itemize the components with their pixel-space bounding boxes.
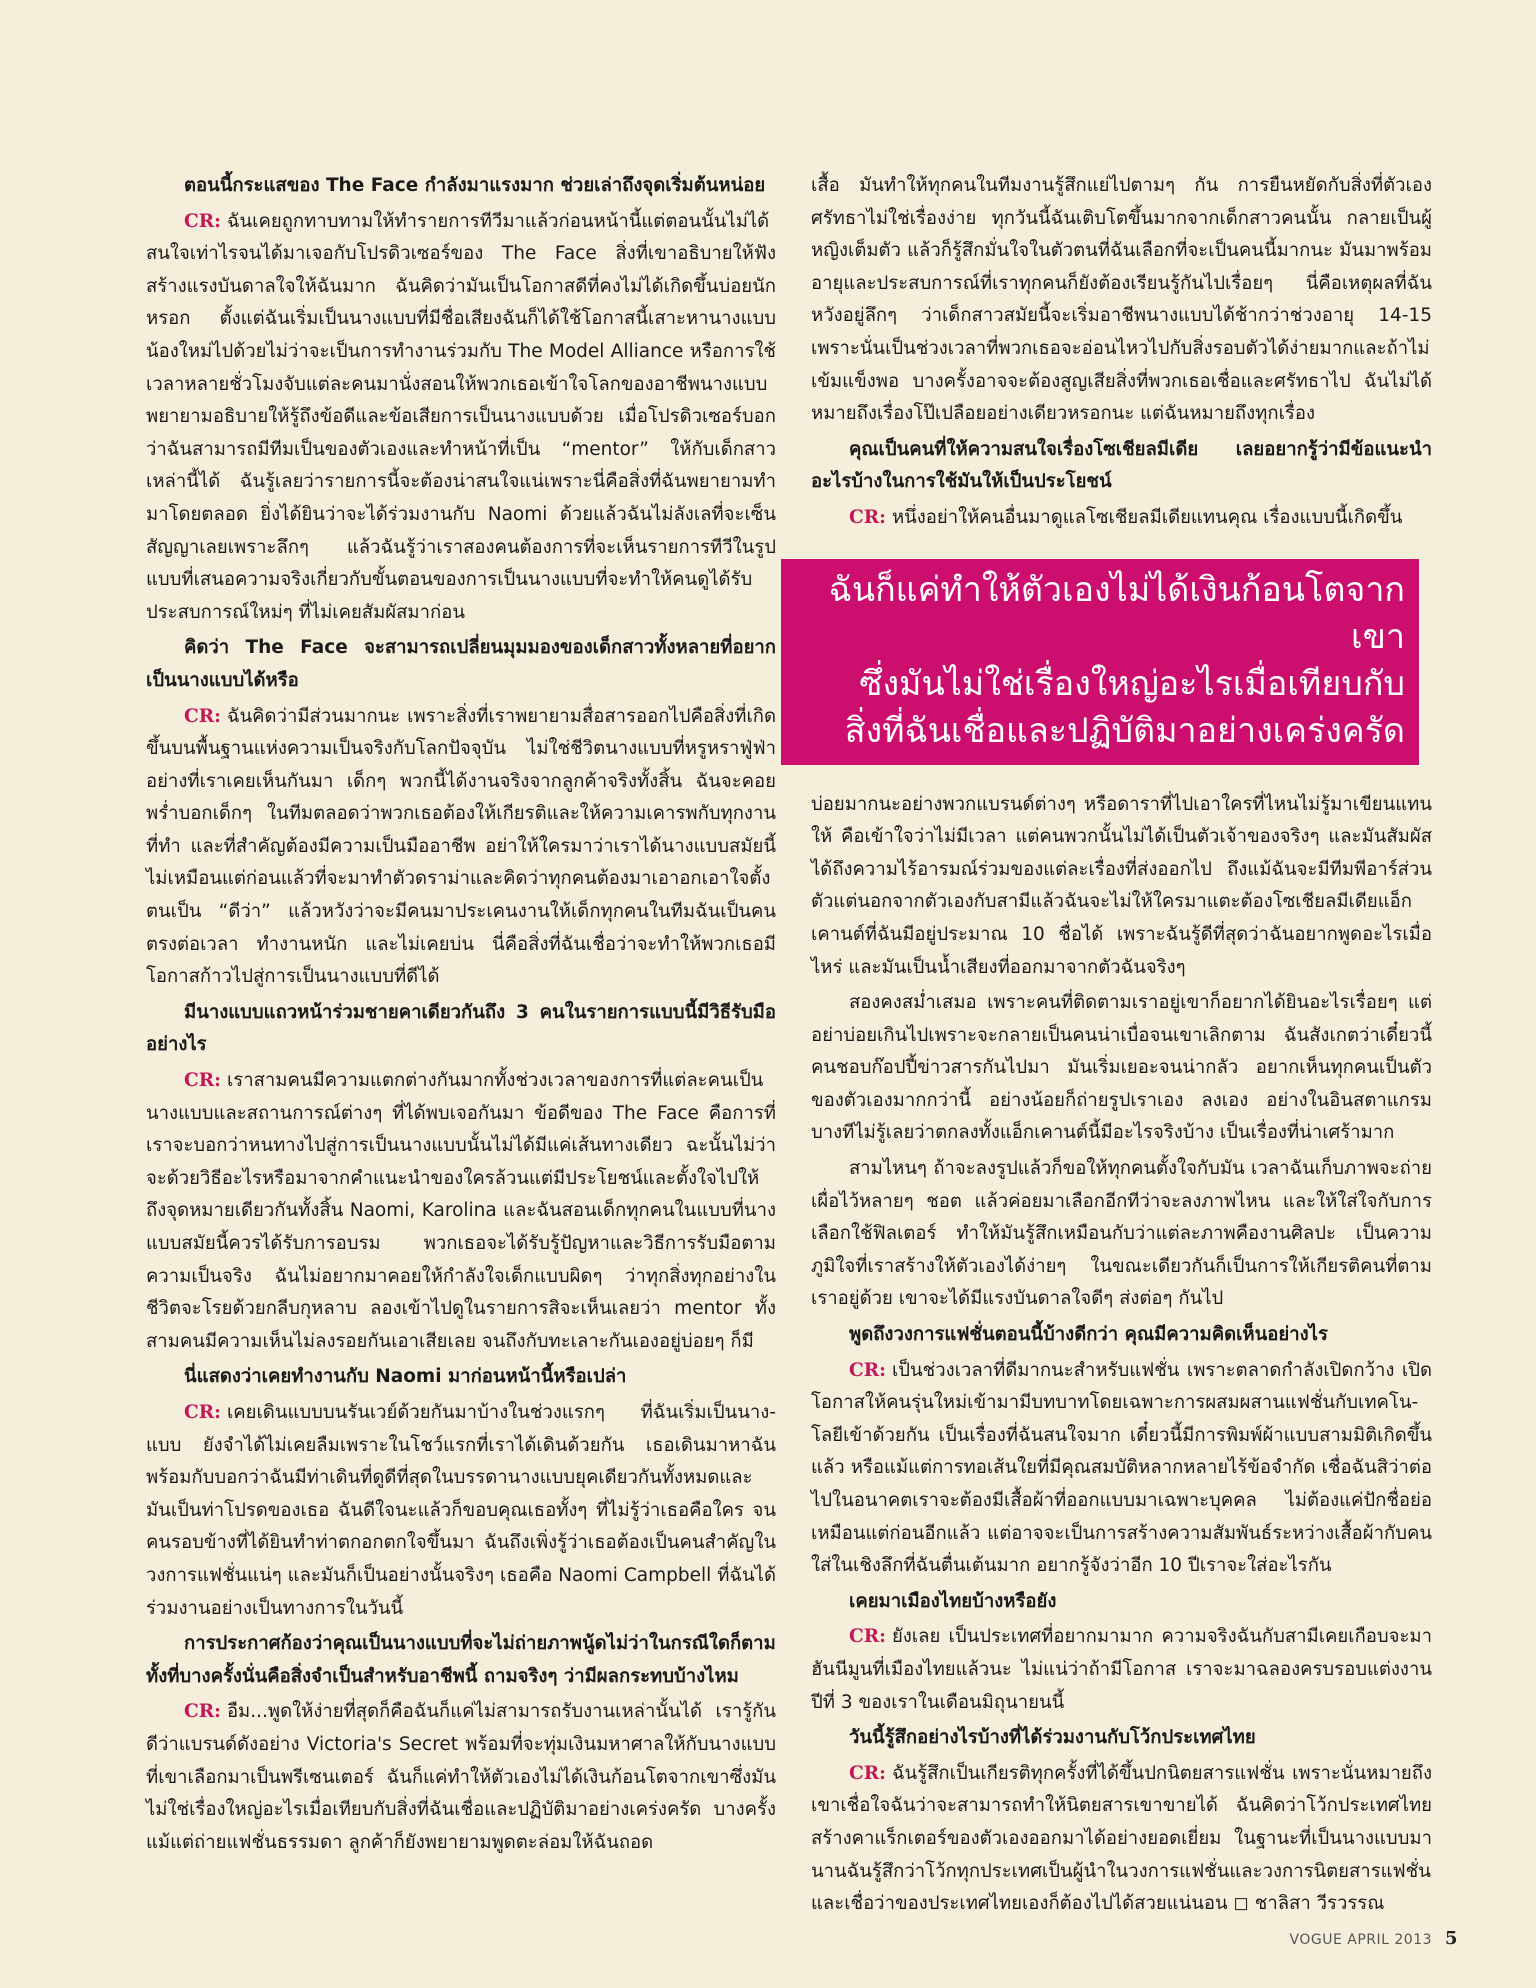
- speaker-initials: CR:: [849, 506, 886, 528]
- paragraph-text: สองคงสม่ำเสมอ เพราะคนที่ติดตามเราอยู่เขาก็อยากได้ยินอะไรเรื่อยๆ แต่อย่าบ่อยเกินไปเพราะจะกลายเป็นคนน่าเบื่อจนเขาเลิกตาม ฉันสังเกตว่าเดี๋ยวนี้คนชอบก๊อปปี้ข่าวสารกันไปมา มันเริ่มเยอะจนน่ากลัว อยากเห็นทุกคนเป็นตัวของตัวเองมากกว่านี้ อย่างน้อยก็ถ่ายรูปเราเอง ลงเอง อย่างในอินสตาแกรมบางทีไม่รู้เลยว่าตกลงทั้งแอ็กเคานต์นี้มีอะไรจริงบ้าง เป็นเรื่องที่น่าเศร้ามาก: [811, 992, 1432, 1144]
- pull-quote: [781, 559, 1419, 765]
- speaker-initials: CR:: [184, 1070, 221, 1092]
- question: [811, 1319, 1432, 1352]
- speaker-initials: CR:: [849, 1359, 886, 1381]
- speaker-initials: CR:: [184, 210, 221, 232]
- paragraph-text: อืม...พูดให้ง่ายที่สุดก็คือฉันก็แค่ไม่สามารถรับงานเหล่านั้นได้ เรารู้กันดีว่าแบรนด์ดังอย่าง Victoria's Secret พร้อมที่จะทุ่มเงินมหาศาลให้กับนางแบบที่เขาเลือกมาเป็นพรีเซนเตอร์ ฉันก็แค่ทำให้ตัวเองไม่ได้เงินก้อนโตจากเขาซึ่งมันไม่ใช่เรื่องใหญ่อะไรเมื่อเทียบกับสิ่งที่ฉันเชื่อและปฏิบัติมาอย่างเคร่งครัด บางครั้งแม้แต่ถ่ายแฟชั่นธรรมดา ลูกค้าก็ยังพยายามพูดตะล่อมให้ฉันถอด: [146, 1701, 776, 1853]
- paragraph-text: สามไหนๆ ถ้าจะลงรูปแล้วก็ขอให้ทุกคนตั้งใจกับมัน เวลาฉันเก็บภาพจะถ่ายเผื่อไว้หลายๆ ชอต แล้วค่อยมาเลือกอีกทีว่าจะลงภาพไหน และให้ใส่ใจกับการเลือกใช้ฟิลเตอร์ ทำให้มันรู้สึกเหมือนกับว่าแต่ละภาพคืองานศิลปะ เป็นความภูมิใจที่เราสร้างให้ตัวเองได้ง่ายๆ ในขณะเดียวกันก็เป็นการให้เกียรติคนที่ตามเราอยู่ด้วย เขาจะได้มีแรงบันดาลใจดีๆ ส่งต่อๆ กันไป: [811, 1158, 1432, 1310]
- paragraph-text: หนึ่งอย่าให้คนอื่นมาดูแลโซเชียลมีเดียแทนคุณ เรื่องแบบนี้เกิดขึ้น: [891, 506, 1403, 528]
- answer: [811, 987, 1432, 1150]
- answer: [811, 1621, 1432, 1719]
- paragraph-text: ตอนนี้กระแสของ The Face กำลังมาแรงมาก ช่วยเล่าถึงจุดเริ่มต้นหน่อย: [184, 175, 766, 196]
- answer: [811, 1153, 1432, 1316]
- speaker-initials: CR:: [184, 1701, 221, 1723]
- paragraph-text: คุณเป็นคนที่ให้ความสนใจเรื่องโซเชียลมีเดีย เลยอยากรู้ว่ามีข้อแนะนำอะไรบ้างในการใช้มันให้เป็นประโยชน์: [811, 438, 1432, 493]
- paragraph-text: เราสามคนมีความแตกต่างกันมากทั้งช่วงเวลาของการที่แต่ละคนเป็นนางแบบและสถานการณ์ต่างๆ ที่ได้พบเจอกันมา ข้อดีของ The Face คือการที่เราจะบอกว่าหนทางไปสู่การเป็นนางแบบนั้นไม่ได้มีแค่เส้นทางเดียว ฉะนั้นไม่ว่าจะด้วยวิธีอะไรหรือมาจากคำแนะนำของใครล้วนแต่มีประโยชน์และตั้งใจไปให้ถึงจุดหมายเดียวกันทั้งสิ้น Naomi, Karolina และฉันสอนเด็กทุกคนในแบบที่นางแบบสมัยนี้ควรได้รับการอบรม พวกเธอจะได้รับรู้ปัญหาและวิธีการรับมือตามความเป็นจริง ฉันไม่อยากมาคอยให้กำลังใจเด็กแบบผิดๆ ว่าทุกสิ่งทุกอย่างในชีวิตจะโรยด้วยกลีบกุหลาบ ลองเข้าไปดูในรายการสิจะเห็นเลยว่า mentor ทั้งสามคนมีความเห็นไม่ลงรอยกันเอาเสียเลย จนถึงกับทะเลาะกันเองอยู่บ่อยๆ ก็มี: [146, 1070, 776, 1352]
- paragraph-text: การประกาศก้องว่าคุณเป็นนางแบบที่จะไม่ถ่ายภาพนู้ดไม่ว่าในกรณีใดก็ตามทั้งที่บางครั้งนั่นคือสิ่งจำเป็นสำหรับอาชีพนี้ ถามจริงๆ ว่ามีผลกระทบบ้างไหม: [146, 1633, 776, 1687]
- question: [811, 1586, 1432, 1619]
- paragraph-text: ฉันเคยถูกทาบทามให้ทำรายการทีวีมาแล้วก่อนหน้านี้แต่ตอนนั้นไม่ได้สนใจเท่าไรจนได้มาเจอกับโปรดิวเซอร์ของ The Face สิ่งที่เขาอธิบายให้ฟังสร้างแรงบันดาลใจให้ฉันมาก ฉันคิดว่ามันเป็นโอกาสดีที่คงไม่ได้เกิดขึ้นบ่อยนักหรอก ตั้งแต่ฉันเริ่มเป็นนางแบบที่มีชื่อเสียงฉันก็ได้ใช้โอกาสนี้เสาะหานางแบบน้องใหม่ไปด้วยไม่ว่าจะเป็นการทำงานร่วมกับ The Model Alliance หรือการใช้เวลาหลายชั่วโมงจับแต่ละคนมานั่งสอนให้พวกเธอเข้าใจโลกของอาชีพนางแบบ พยายามอธิบายให้รู้ถึงข้อดีและข้อเสียการเป็นนางแบบด้วย เมื่อโปรดิวเซอร์บอกว่าฉันสามารถมีทีมเป็นของตัวเองและทำหน้าที่เป็น “mentor” ให้กับเด็กสาวเหล่านี้ได้ ฉันรู้เลยว่ารายการนี้จะต้องน่าสนใจแน่เพราะนี่คือสิ่งที่ฉันพยายามทำมาโดยตลอด ยิ่งได้ยินว่าจะได้ร่วมงานกับ Naomi ด้วยแล้วฉันไม่ลังเลที่จะเซ็นสัญญาเลยเพราะลึกๆ แล้วฉันรู้ว่าเราสองคนต้องการที่จะเห็นรายการทีวีในรูปแบบที่เสนอความจริงเกี่ยวกับขั้นตอนของการเป็นนางแบบที่จะทำให้คนดูได้รับประสบการณ์ใหม่ๆ ที่ไม่เคยสัมผัสมาก่อน: [146, 210, 776, 623]
- answer: [811, 789, 1432, 985]
- answer: [811, 1355, 1432, 1583]
- right-column: [811, 170, 1432, 1924]
- paragraph-text: เคยเดินแบบบนรันเวย์ด้วยกันมาบ้างในช่วงแรกๆ ที่ฉันเริ่มเป็นนาง-แบบ ยังจำได้ไม่เคยลืมเพราะในโชว์แรกที่เราได้เดินด้วยกัน เธอเดินมาหาฉันพร้อมกับบอกว่าฉันมีท่าเดินที่ดูดีที่สุดในบรรดานางแบบยุคเดียวกันทั้งหมดและมันเป็นท่าโปรดของเธอ ฉันดีใจนะแล้วก็ขอบคุณเธอทั้งๆ ที่ไม่รู้ว่าเธอคือใคร จนคนรอบข้างที่ได้ยินทำท่าตกอกตกใจขึ้นมา ฉันถึงเพิ่งรู้ว่าเธอต้องเป็นคนสำคัญในวงการแฟชั่นแน่ๆ และมันก็เป็นอย่างนั้นจริงๆ เธอคือ Naomi Campbell ที่ฉันได้ร่วมงานอย่างเป็นทางการในวันนี้: [146, 1401, 776, 1619]
- pull-quote-line: สิ่งที่ฉันเชื่อและปฏิบัติมาอย่างเคร่งครัด: [844, 710, 1405, 751]
- question: [146, 170, 776, 203]
- left-column: [146, 170, 776, 1862]
- paragraph-text: ฉันคิดว่ามีส่วนมากนะ เพราะสิ่งที่เราพยายามสื่อสารออกไปคือสิ่งที่เกิดขึ้นบนพื้นฐานแห่งความเป็นจริงกับโลกปัจจุบัน ไม่ใช่ชีวิตนางแบบที่หรูหราฟู่ฟ่าอย่างที่เราเคยเห็นกันมา เด็กๆ พวกนี้ได้งานจริงจากลูกค้าจริงทั้งสิ้น ฉันจะคอยพร่ำบอกเด็กๆ ในทีมตลอดว่าพวกเธอต้องให้เกียรติและให้ความเคารพกับทุกงานที่ทำ และที่สำคัญต้องมีความเป็นมืออาชีพ อย่าให้ใครมาว่าเราได้นางแบบสมัยนี้ไม่เหมือนแต่ก่อนแล้วที่จะมาทำตัวดราม่าและคิดว่าทุกคนต้องมาเอาอกเอาใจตั้งตนเป็น “ดีว่า” แล้วหวังว่าจะมีคนมาประเคนงานให้เด็กทุกคนในทีมฉันเป็นคนตรงต่อเวลา ทำงานหนัก และไม่เคยบ่น นี่คือสิ่งที่ฉันเชื่อว่าจะทำให้พวกเธอมีโอกาสก้าวไปสู่การเป็นนางแบบที่ดีได้: [146, 705, 776, 988]
- question: [146, 632, 776, 697]
- answer: [146, 206, 776, 630]
- question: [811, 1722, 1432, 1755]
- answer: [811, 502, 1432, 535]
- paragraph-text: มีนางแบบแถวหน้าร่วมชายคาเดียวกันถึง 3 คนในรายการแบบนี้มีวิธีรับมืออย่างไร: [146, 1001, 776, 1056]
- answer: [146, 1065, 776, 1358]
- page-number: 5: [1444, 1928, 1458, 1949]
- page-footer: [1290, 1928, 1458, 1949]
- paragraph-text: เคยมาเมืองไทยบ้างหรือยัง: [849, 1590, 1057, 1612]
- speaker-initials: CR:: [184, 1401, 221, 1423]
- answer: [146, 1696, 776, 1859]
- answer: [146, 701, 776, 994]
- question: [811, 434, 1432, 499]
- paragraph-text: เป็นช่วงเวลาที่ดีมากนะสำหรับแฟชั่น เพราะตลาดกำลังเปิดกว้าง เปิดโอกาสให้คนรุ่นใหม่เข้ามามีบทบาทโดยเฉพาะการผสมผสานแฟชั่นกับเทคโน-โลยีเข้าด้วยกัน เป็นเรื่องที่ฉันสนใจมาก เดี๋ยวนี้มีการพิมพ์ผ้าแบบสามมิติเกิดขึ้นแล้ว หรือแม้แต่การทอเส้นใยที่มีคุณสมบัติหลากหลายไร้ข้อจำกัด เชื่อฉันสิว่าต่อไปในอนาคตเราจะต้องมีเสื้อผ้าที่ออกแบบมาเฉพาะบุคคล ไม่ต้องแค่ปักชื่อย่อเหมือนแต่ก่อนอีกแล้ว แต่อาจจะเป็นการสร้างความสัมพันธ์ระหว่างเสื้อผ้ากับคนใส่ในเชิงลึกที่ฉันตื่นเต้นมาก อยากรู้จังว่าอีก 10 ปีเราจะใส่อะไรกัน: [811, 1359, 1432, 1577]
- question: [146, 1628, 776, 1693]
- paragraph-text: นี่แสดงว่าเคยทำงานกับ Naomi มาก่อนหน้านี้หรือเปล่า: [184, 1366, 627, 1388]
- magazine-issue: VOGUE APRIL 2013: [1289, 1932, 1433, 1948]
- paragraph-text: คิดว่า The Face จะสามารถเปลี่ยนมุมมองของเด็กสาวทั้งหลายที่อยากเป็นนางแบบได้หรือ: [146, 637, 776, 691]
- pull-quote-line: ซึ่งมันไม่ใช่เรื่องใหญ่อะไรเมื่อเทียบกับ: [859, 663, 1405, 704]
- paragraph-text: ฉันรู้สึกเป็นเกียรติทุกครั้งที่ได้ขึ้นปกนิตยสารแฟชั่น เพราะนั่นหมายถึงเขาเชื่อใจฉันว่าจะสามารถทำให้นิตยสารเขาขายได้ ฉันคิดว่าโว้กประเทศไทยสร้างคาแร็กเตอร์ของตัวเองออกมาได้อย่างยอดเยี่ยม ในฐานะที่เป็นนางแบบมานานฉันรู้สึกว่าโว้กทุกประเทศเป็นผู้นำในวงการแฟชั่นและวงการนิตยสารแฟชั่นและเชื่อว่าของประเทศไทยเองก็ต้องไปได้สวยแน่นอน ◻ ชาลิสา วีรวรรณ: [811, 1762, 1432, 1915]
- pull-quote-line: ฉันก็แค่ทำให้ตัวเองไม่ได้เงินก้อนโตจากเขา: [828, 569, 1405, 657]
- paragraph-text: บ่อยมากนะอย่างพวกแบรนด์ต่างๆ หรือดาราที่ไปเอาใครที่ไหนไม่รู้มาเขียนแทนให้ คือเข้าใจว่าไม่มีเวลา แต่คนพวกนั้นไม่ได้เป็นตัวเจ้าของจริงๆ และมันสัมผัสได้ถึงความไร้อารมณ์ร่วมของแต่ละเรื่องที่ส่งออกไป ถึงแม้ฉันจะมีทีมพีอาร์ส่วนตัวแต่นอกจากตัวเองกับสามีแล้วฉันจะไม่ให้ใครมาแตะต้องโซเชียลมีเดียแอ็กเคานต์ที่ฉันมีอยู่ประมาณ 10 ชื่อได้ เพราะฉันรู้ดีที่สุดว่าฉันอยากพูดอะไรเมื่อไหร่ และมันเป็นน้ำเสียงที่ออกมาจากตัวฉันจริงๆ: [811, 793, 1432, 978]
- answer: [811, 170, 1432, 431]
- speaker-initials: CR:: [849, 1762, 886, 1784]
- speaker-initials: CR:: [849, 1626, 886, 1648]
- paragraph-text: เสื้อ มันทำให้ทุกคนในทีมงานรู้สึกแย่ไปตามๆ กัน การยืนหยัดกับสิ่งที่ตัวเองศรัทธาไม่ใช่เรื่องง่าย ทุกวันนี้ฉันเติบโตขึ้นมากจากเด็กสาวคนนั้น กลายเป็นผู้หญิงเต็มตัว แล้วก็รู้สึกมั่นใจในตัวตนที่ฉันเลือกที่จะเป็นคนนี้มากนะ มันมาพร้อมอายุและประสบการณ์ที่เราทุกคนก็ยังต้องเรียนรู้กันไปเรื่อยๆ นี่คือเหตุผลที่ฉันหวังอยู่ลึกๆ ว่าเด็กสาวสมัยนี้จะเริ่มอาชีพนางแบบได้ช้ากว่าช่วงอายุ 14-15 เพราะนั่นเป็นช่วงเวลาที่พวกเธอจะอ่อนไหวไปกับสิ่งรอบตัวได้ง่ายมากและถ้าไม่เข้มแข็งพอ บางครั้งอาจจะต้องสูญเสียสิ่งที่พวกเธอเชื่อและศรัทธาไป ฉันไม่ได้หมายถึงเรื่องโป๊เปลือยอย่างเดียวหรอกนะ แต่ฉันหมายถึงทุกเรื่อง: [811, 175, 1432, 425]
- answer: [811, 1758, 1432, 1921]
- question: [146, 1361, 776, 1394]
- answer: [146, 1397, 776, 1625]
- speaker-initials: CR:: [184, 705, 221, 727]
- question: [146, 997, 776, 1062]
- paragraph-text: พูดถึงวงการแฟชั่นตอนนี้บ้างดีกว่า คุณมีความคิดเห็นอย่างไร: [849, 1324, 1328, 1346]
- paragraph-text: วันนี้รู้สึกอย่างไรบ้างที่ได้ร่วมงานกับโว้กประเทศไทย: [849, 1727, 1256, 1749]
- paragraph-text: ยังเลย เป็นประเทศที่อยากมามาก ความจริงฉันกับสามีเคยเกือบจะมาฮันนีมูนที่เมืองไทยแล้วนะ ไม่แน่ว่าถ้ามีโอกาส เราจะมาฉลองครบรอบแต่งงานปีที่ 3 ของเราในเดือนมิถุนายนนี้: [811, 1626, 1432, 1713]
